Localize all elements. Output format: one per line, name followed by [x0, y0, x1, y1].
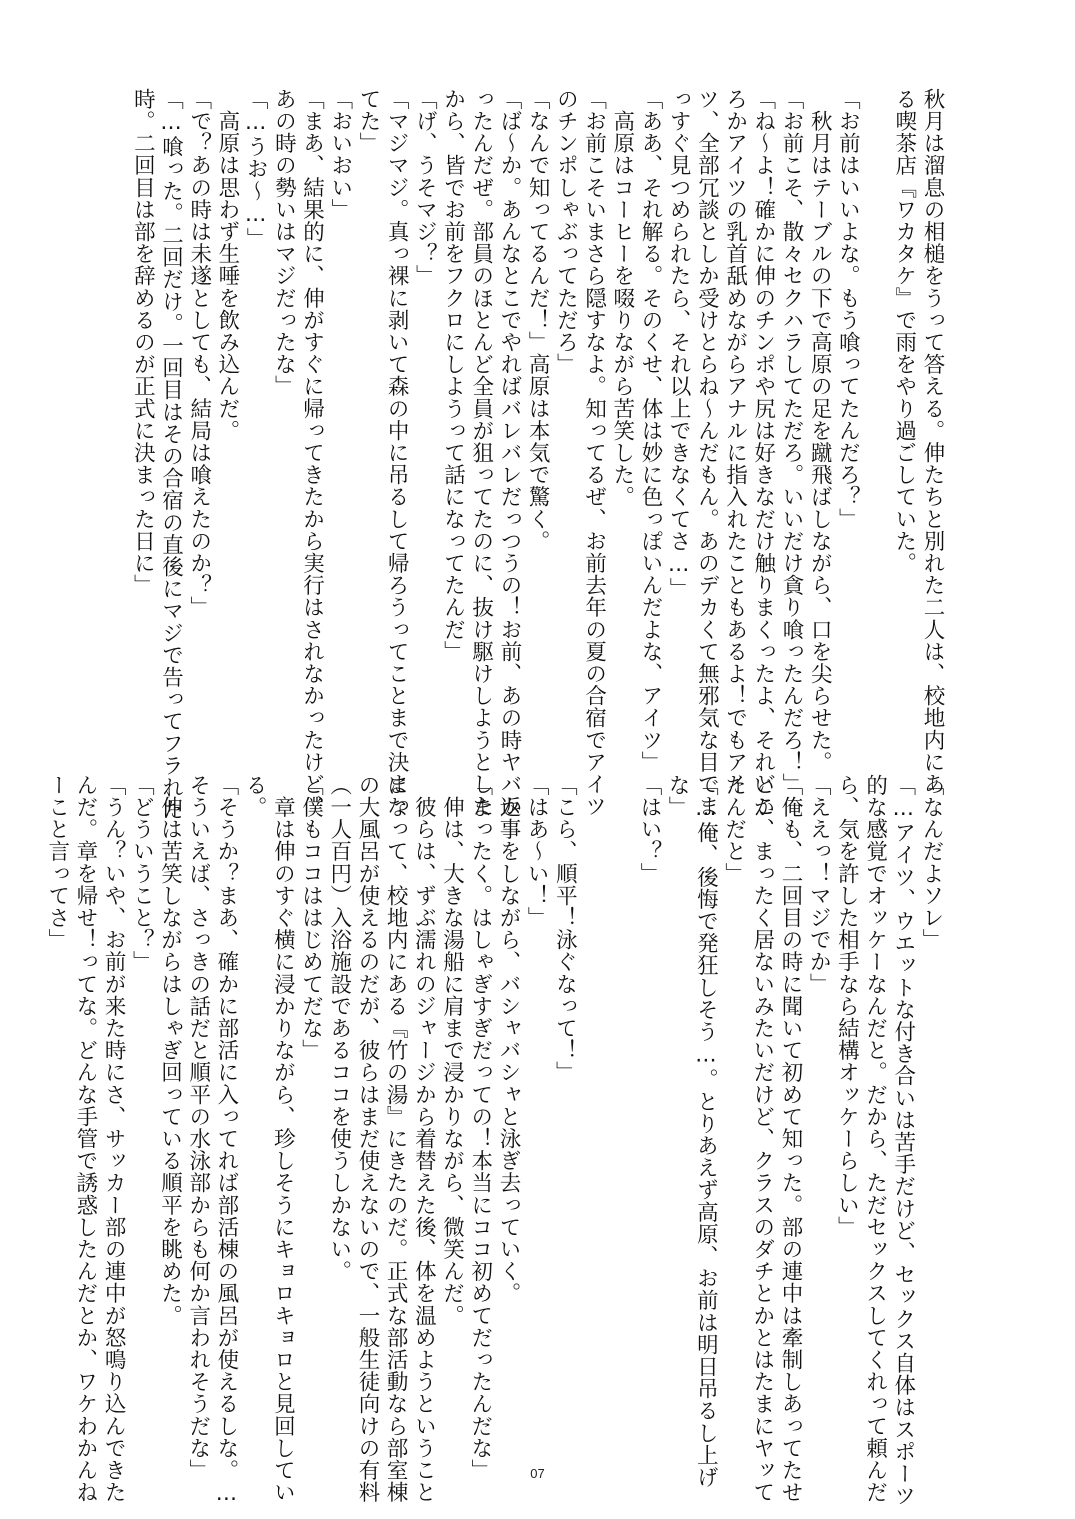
text-column: ろかアイツの乳首舐めながらアナルに指入れたこともあるよ！でもアイ: [722, 88, 748, 796]
text-column: 秋月はテーブルの下で高原の足を蹴飛ばしながら、口を尖らせた。: [807, 88, 833, 774]
text-column: 「お前こそ、散々セクハラしてただろ。いいだけ貪り喰ったんだろ！」: [778, 88, 804, 796]
text-column: 高原はコーヒーを啜りながら苦笑した。: [609, 88, 635, 508]
text-column: そういえば、さっきの話だと順平の水泳部からも何か言われそうだな」: [185, 774, 211, 1482]
text-column: ら、気を許した相手なら結構オッケーらしい」: [834, 774, 860, 1239]
text-column: 「…うお～…」: [243, 88, 269, 250]
text-column: [607, 774, 635, 1354]
text-column: 「こら、順平！泳ぐなって！」: [552, 774, 578, 1084]
text-column: 「まったく。はしゃぎすぎだっての！本当にココ初めてだったんだな」: [467, 774, 493, 1482]
text-column: [578, 774, 606, 1354]
text-column: から、皆でお前をフクロにしようって話になってたんだ」: [440, 88, 466, 663]
text-column: 返事をしながら、バシャバシャと泳ぎ去っていく。: [495, 774, 521, 1305]
text-column: る。: [242, 774, 268, 819]
text-column: いか、まったく居ないみたいだけど、クラスのダチとかとはたまにヤッて: [749, 774, 775, 1504]
text-column: ツ、全部冗談としか受けとらね～んだもん。あのデカくて無邪気な目でま: [694, 88, 720, 818]
text-column: 「おいおい」: [327, 88, 353, 221]
text-column: [861, 88, 889, 728]
text-column: 「げ、うそマジ？」: [412, 88, 438, 287]
text-column: んだ。章を帰せ！ってな。どんな手管で誘惑したんだとか、ワケわかんね: [72, 774, 98, 1504]
text-column: 「ええっ！マジでか」: [806, 774, 832, 995]
text-column: っすぐ見つめられたら、それ以上できなくてさ…」: [666, 88, 692, 600]
text-column: 高原は思わず生唾を飲み込んだ。: [214, 88, 240, 442]
text-column: 彼らは、ずぶ濡れのジャージから着替えた後、体を温めようということ: [411, 774, 437, 1504]
text-column: 秋月は溜息の相槌をうって答える。伸たちと別れた二人は、校地内にあ: [920, 88, 945, 796]
text-column: あの時の勢いはマジだったな」: [271, 88, 297, 398]
text-column: 「マジマジ。真っ裸に剥いて森の中に吊るして帰ろうってことまで決まっ: [384, 88, 410, 818]
text-column: 「まあ、結果的に、伸がすぐに帰ってきたから実行はされなかったけど、: [299, 88, 325, 818]
page-number: 07: [530, 1466, 545, 1481]
text-column: 「お前こそいまさら隠すなよ。知ってるぜ、お前去年の夏の合宿でアイツ: [581, 88, 607, 818]
text-column: 「ああ、それ解る。そのくせ、体は妙に色っぽいんだよな、アイツ」: [637, 88, 663, 774]
text-column: 「僕もココははじめてだな」: [298, 774, 324, 1062]
text-column: 「…俺、後悔で発狂しそう…。とりあえず高原、お前は明日吊るし上げ: [693, 774, 719, 1489]
text-column: 「俺も、二回目の時に聞いて初めて知った。部の連中は牽制しあってたせ: [777, 774, 803, 1504]
text-column: たんだと」: [721, 774, 747, 885]
text-column: 「はあ～い！」: [524, 774, 550, 929]
text-column: 「そうか？まあ、確かに部活に入ってれば部活棟の風呂が使えるしな。…: [213, 774, 239, 1507]
text-column: （一人百円）入浴施設であるココを使うしかない。: [326, 774, 352, 1283]
text-column: ーこと言ってさ」: [44, 774, 70, 951]
text-column: 「なんだよソレ」: [919, 774, 944, 951]
text-column: 「お前はいいよな。もう喰ってたんだろ？」: [835, 88, 861, 530]
text-column: 「…アイツ、ウエットな付き合いは苦手だけど、セックス自体はスポーツ: [890, 774, 916, 1507]
text-column: な」: [665, 774, 691, 819]
text-column: 伸は苦笑しながらはしゃぎ回っている順平を眺めた。: [157, 774, 183, 1327]
text-column: 「どういうこと？」: [129, 774, 155, 973]
text-column: の大風呂が使えるのだが、彼らはまだ使えないので、一般生徒向けの有料: [354, 774, 380, 1504]
text-column: 「で？あの時は未遂としても、結局は喰えたのか？」: [186, 88, 212, 619]
text-column: 「…喰った。二回だけ。一回目はその合宿の直後にマジで告ってフラれた: [158, 88, 184, 821]
text-column: 時。二回目は部を辞めるのが正式に決まった日に」: [130, 88, 156, 597]
text-column: てた」: [355, 88, 381, 155]
text-column: ったんだぜ。部員のほとんど全員が狙ってたのに、抜け駆けしようとした: [468, 88, 494, 818]
text-column: 章は伸のすぐ横に浸かりながら、珍しそうにキョロキョロと見回してい: [270, 774, 296, 1504]
text-column: 「はい？」: [636, 774, 662, 885]
text-column: る喫茶店『ワカタケ』で雨をやり過ごしていた。: [891, 88, 917, 575]
text-column: 「ね～よ！確かに伸のチンポや尻は好きなだけ触りまくったよ、それどこ: [750, 88, 776, 818]
text-column: 「ば～か。あんなとこでやればバレバレだっつうの！お前、あの時ヤバか: [496, 88, 522, 818]
text-column: 的な感覚でオッケーなんだと。だから、ただセックスしてくれって頼んだ: [862, 774, 888, 1504]
text-column: のチンポしゃぶってただろ」: [553, 88, 579, 376]
top-text-block: [112, 88, 946, 821]
text-column: 「なんで知ってるんだ！」高原は本気で驚く。: [525, 88, 551, 553]
text-column: 伸は、大きな湯船に肩まで浸かりながら、微笑んだ。: [439, 774, 465, 1327]
text-column: になって、校地内にある『竹の湯』にきたのだ。正式な部活動なら部室棟: [383, 774, 409, 1504]
text-column: 「うん？いや、お前が来た時にさ、サッカー部の連中が怒鳴り込んできた: [101, 774, 127, 1504]
